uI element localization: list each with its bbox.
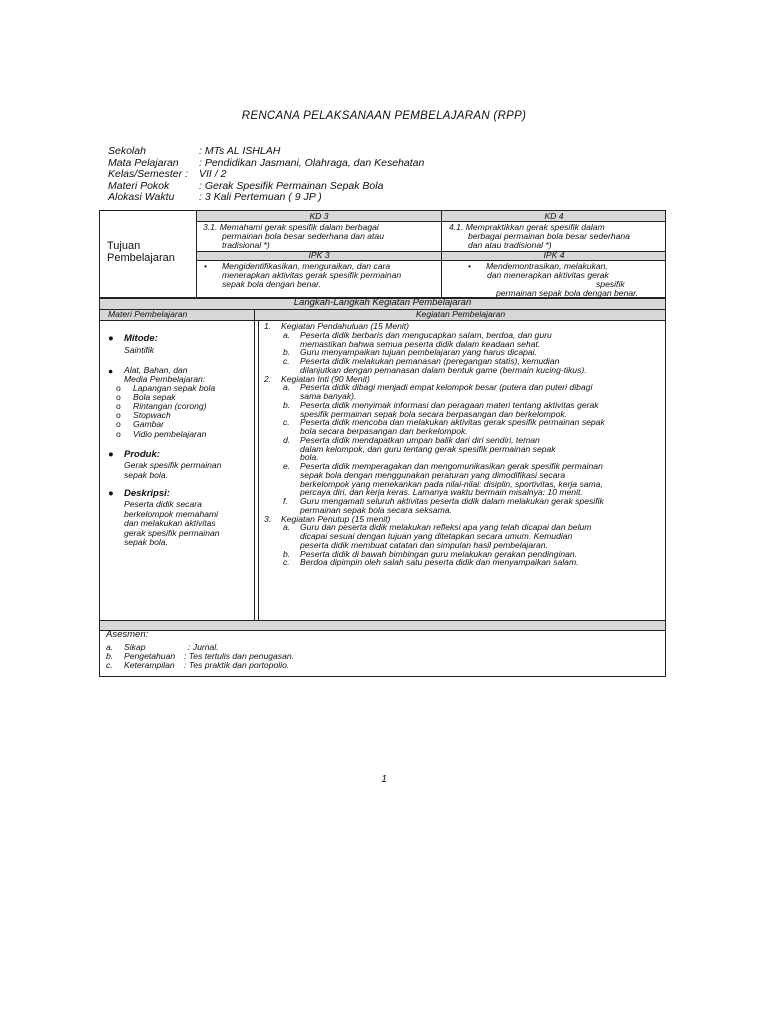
kegiatan-step-text: Peserta didik menyimak informasi dan peragaan materi tentang aktivitas gerak bbox=[300, 399, 599, 410]
kegiatan-step-text: dilanjutkan dengan pemanasan dalam bentuk game (bermain kucing-tikus). bbox=[300, 364, 587, 375]
kd4-text: berbagai permainan bola besar sederhana bbox=[468, 231, 630, 241]
ipk4-text: spesifik bbox=[596, 279, 625, 289]
kd4-header: KD 4 bbox=[544, 211, 564, 221]
identity-value: : MTs AL ISHLAH bbox=[199, 145, 281, 157]
page-number: 1 bbox=[381, 773, 387, 785]
kegiatan-marker: b. bbox=[283, 347, 291, 358]
kegiatan-step-text: sepak bola dengan menggunakan peraturan yang dimodifikasi secara bbox=[300, 469, 566, 480]
identity-value: : 3 Kali Pertemuan ( 9 JP ) bbox=[199, 191, 322, 204]
ipk3-text: Mengidentifikasikan, menguraikan, dan cara bbox=[222, 261, 391, 271]
circle-bullet-icon: o bbox=[116, 429, 121, 439]
identity-row bbox=[108, 146, 424, 158]
bullet-icon: ● bbox=[108, 488, 114, 499]
bullet-icon: ● bbox=[108, 333, 114, 344]
kegiatan-marker: d. bbox=[283, 434, 291, 445]
row-divider bbox=[99, 620, 666, 621]
alat-item: Rintangan (corong) bbox=[133, 401, 207, 411]
tujuan-label: Tujuan bbox=[107, 240, 141, 252]
kegiatan-step-text: Peserta didik mendapatkan umpan balik dari diri sendiri, teman bbox=[300, 434, 540, 445]
kegiatan-step-text: permainan sepak bola secara seksama. bbox=[300, 504, 452, 515]
bullet-icon: ● bbox=[108, 449, 114, 460]
asesmen-label: Pengetahuan bbox=[124, 651, 176, 661]
kd4-text: 4.1. Mempraktikkan gerak spesifik dalam bbox=[449, 222, 605, 232]
kegiatan-step-text: Peserta didik di bawah bimbingan guru melakukan gerakan pendinginan. bbox=[300, 548, 578, 559]
kegiatan-marker: b. bbox=[283, 548, 291, 559]
kegiatan-step-text: Peserta didik memperagakan dan mengomunikasikan gerak spesifik permainan bbox=[300, 461, 603, 471]
produk-text: Gerak spesifik permainan bbox=[124, 460, 222, 470]
deskripsi-text: dan melakukan aktivitas bbox=[124, 518, 216, 528]
kegiatan-step-text: berkelompok yang menekankan pada nilai-nilai: disiplin, sportivitas, kerja sama, bbox=[300, 478, 603, 489]
asesmen-marker: a. bbox=[106, 642, 114, 652]
identity-label: Mata Pelajaran bbox=[108, 156, 179, 169]
deskripsi-text: gerak spesifik permainan bbox=[124, 528, 220, 538]
kegiatan-phase-title: Kegiatan Penutup (15 menit) bbox=[281, 513, 391, 524]
kegiatan-step-text: Guru menyampaikan tujuan pembelajaran yang harus dicapai. bbox=[300, 347, 537, 358]
kegiatan-step-text: Berdoa dipimpin oleh salah satu peserta didik dan menyampaikan salam. bbox=[300, 557, 579, 568]
kegiatan-marker: c. bbox=[283, 417, 290, 428]
ipk4-text: dan menerapkan aktivitas gerak bbox=[487, 270, 609, 280]
kegiatan-marker: 3. bbox=[264, 513, 272, 524]
identity-value: : Gerak Spesifik Permainan Sepak Bola bbox=[199, 179, 384, 192]
alat-item: Gambar bbox=[133, 419, 165, 429]
kegiatan-step-text: memastikan bahwa semua peserta didik dalam keadaan sehat. bbox=[300, 338, 541, 349]
separator-shade bbox=[100, 620, 665, 630]
identity-label: Kelas/Semester : bbox=[108, 168, 188, 181]
asesmen-value: : Jurnal. bbox=[188, 642, 219, 652]
kegiatan-step-text: Peserta didik berbaris dan mengucapkan salam, berdoa, dan guru bbox=[300, 329, 552, 340]
kegiatan-marker: f. bbox=[283, 496, 288, 506]
deskripsi-text: Peserta didik secara bbox=[124, 499, 202, 509]
kegiatan-step-text: bola. bbox=[300, 452, 319, 463]
circle-bullet-icon: o bbox=[116, 383, 121, 393]
kegiatan-step-text: spesifik permainan sepak bola secara berpasangan dan berkelompok. bbox=[300, 408, 568, 419]
materi-column-header: Materi Pembelajaran bbox=[108, 309, 188, 319]
deskripsi-label: Deskripsi: bbox=[124, 488, 170, 499]
kd3-text: 3.1. Memahami gerak spesifik dalam berbagai bbox=[203, 222, 379, 232]
kegiatan-marker: a. bbox=[283, 382, 291, 393]
asesmen-label: Keterampilan bbox=[124, 660, 175, 670]
ipk4-text: Mendemontrasikan, melakukan, bbox=[486, 261, 608, 271]
metode-label: Mitode: bbox=[124, 333, 158, 344]
circle-bullet-icon: o bbox=[116, 401, 121, 411]
kegiatan-step-text: percaya diri, dan kerja keras. Lamanya waktu bermain misalnya: 10 menit. bbox=[300, 487, 583, 498]
kegiatan-marker: a. bbox=[283, 329, 291, 340]
asesmen-marker: b. bbox=[106, 651, 114, 661]
kegiatan-marker: 2. bbox=[264, 373, 272, 384]
kd3-text: permainan bola besar sederhana dan atau bbox=[222, 231, 384, 241]
asesmen-header: Asesmen: bbox=[106, 629, 149, 640]
circle-bullet-icon: o bbox=[116, 419, 121, 429]
kegiatan-phase-title: Kegiatan Pendahuluan (15 Menit) bbox=[281, 321, 410, 331]
alat-label: Media Pembelajaran: bbox=[124, 374, 206, 384]
kd4-text: dan atau tradisional *) bbox=[468, 240, 552, 250]
kd3-header: KD 3 bbox=[309, 211, 329, 221]
kegiatan-marker: c. bbox=[283, 557, 290, 568]
alat-label: Alat, Bahan, dan bbox=[124, 365, 188, 375]
alat-item: Lapangan sepak bola bbox=[133, 383, 216, 393]
produk-label: Produk: bbox=[124, 449, 160, 460]
identity-block bbox=[108, 146, 424, 204]
kegiatan-marker: a. bbox=[283, 522, 291, 533]
asesmen-marker: c. bbox=[106, 660, 113, 670]
kd3-text: tradisional *) bbox=[222, 240, 270, 250]
kegiatan-step-text: Guru mengamati seluruh aktivitas peserta didik dalam melakukan gerak spesifik bbox=[300, 496, 604, 506]
kegiatan-step-text: bola secara berpasangan dan berkelompok. bbox=[300, 426, 468, 436]
bullet-icon: ● bbox=[108, 366, 114, 376]
identity-value: : Pendidikan Jasmani, Olahraga, dan Kesehatan bbox=[199, 156, 425, 169]
kegiatan-marker: b. bbox=[283, 399, 291, 410]
tujuan-label: Pembelajaran bbox=[107, 252, 175, 264]
identity-value: VII / 2 bbox=[199, 168, 227, 181]
alat-item: Stopwach bbox=[133, 410, 171, 420]
kegiatan-column-header: Kegiatan Pembelajaran bbox=[415, 309, 506, 319]
asesmen-value: : Tes tertulis dan penugasan. bbox=[184, 651, 295, 661]
document-title: RENCANA PELAKSANAAN PEMBELAJARAN (RPP) bbox=[241, 110, 527, 122]
alat-item: Bola sepak bbox=[133, 392, 176, 402]
col-divider bbox=[254, 309, 255, 620]
kegiatan-step-text: Peserta didik melakukan pemanasan (peregangan statis), kemudian bbox=[300, 356, 560, 366]
deskripsi-text: sepak bola. bbox=[124, 537, 168, 547]
kegiatan-step-text: sama banyak). bbox=[300, 391, 357, 401]
langkah-header: Langkah-Langkah Kegiatan Pembelajaran bbox=[293, 297, 472, 308]
kegiatan-step-text: dicapai sesuai dengan tujuan yang ditetapkan secara umum. Kemudian bbox=[300, 531, 573, 541]
metode-value: Saintifik bbox=[124, 345, 155, 355]
alat-item: Vidio pembelajaran bbox=[133, 429, 207, 439]
identity-label: Sekolah bbox=[108, 145, 146, 157]
bullet-icon: • bbox=[468, 261, 472, 271]
ipk4-text: permainan sepak bola dengan benar. bbox=[496, 288, 639, 298]
kegiatan-marker: e. bbox=[283, 461, 291, 471]
ipk4-header: IPK 4 bbox=[543, 250, 565, 260]
identity-row bbox=[108, 192, 424, 204]
circle-bullet-icon: o bbox=[116, 392, 121, 402]
ipk3-text: sepak bola dengan benar. bbox=[222, 279, 322, 289]
asesmen-label: Sikap bbox=[124, 642, 146, 652]
produk-text: sepak bola. bbox=[124, 470, 168, 480]
row-divider bbox=[99, 630, 666, 631]
kegiatan-marker: c. bbox=[283, 356, 290, 366]
ipk3-header: IPK 3 bbox=[308, 250, 330, 260]
kegiatan-step-text: Guru dan peserta didik melakukan refleksi apa yang telah dicapai dan belum bbox=[300, 522, 592, 533]
ipk3-text: menerapkan aktivitas gerak spesifik permainan bbox=[222, 270, 402, 280]
kegiatan-step-text: dalam kelompok, dan guru tentang gerak spesifik permainan sepak bbox=[300, 443, 556, 454]
kegiatan-step-text: Peserta didik mencoba dan melakukan aktivitas gerak spesifik permainan sepak bbox=[300, 417, 605, 428]
kegiatan-phase-title: Kegiatan Inti (90 Menit) bbox=[281, 373, 370, 384]
circle-bullet-icon: o bbox=[116, 410, 121, 420]
col-divider bbox=[258, 320, 259, 620]
deskripsi-text: berkelompok memahami bbox=[124, 509, 219, 519]
bullet-icon: • bbox=[204, 261, 208, 271]
identity-label: Alokasi Waktu bbox=[108, 191, 175, 204]
asesmen-value: : Tes praktik dan portopolio. bbox=[184, 660, 290, 670]
kegiatan-marker: 1. bbox=[264, 321, 272, 331]
kegiatan-step-text: Peserta didik dibagi menjadi empat kelompok besar (putera dan puteri dibagi bbox=[300, 382, 593, 393]
identity-label: Materi Pokok bbox=[108, 179, 170, 192]
kegiatan-step-text: peserta didik membuat catatan dan simpulan hasil pembelajaran. bbox=[300, 539, 548, 550]
